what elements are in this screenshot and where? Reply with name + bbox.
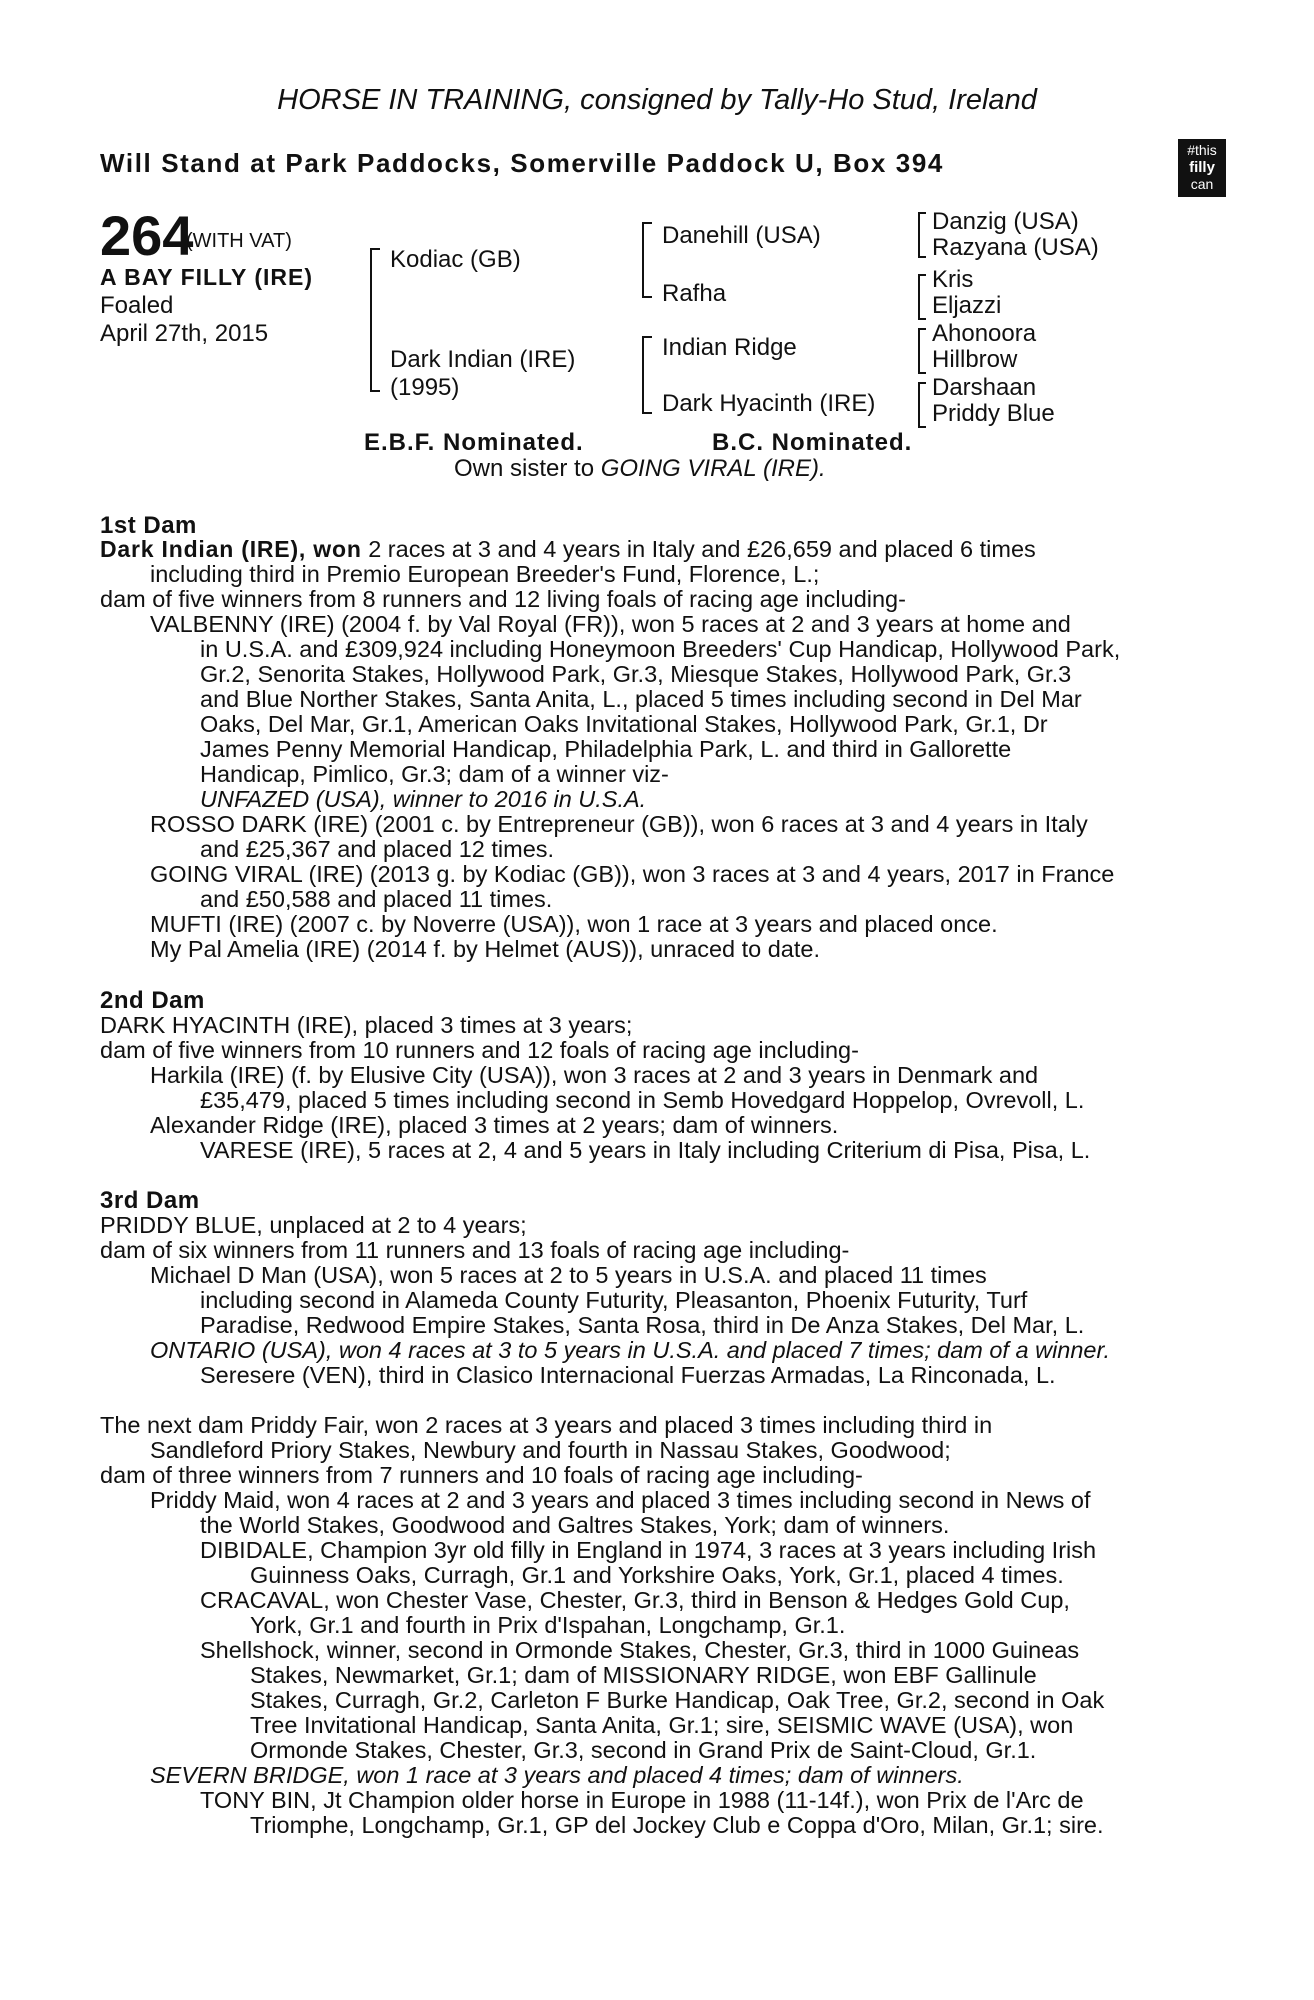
dam3-line: Seresere (VEN), third in Clasico Internacional Fuerzas Armadas, La Rinconada, L. bbox=[200, 1362, 1056, 1388]
pedigree-brace bbox=[642, 336, 652, 414]
next-dam-line: TONY BIN, Jt Champion older horse in Europe in 1988 (11-14f.), won Prix de l'Arc de bbox=[200, 1787, 1084, 1813]
dam2-line: DARK HYACINTH (IRE), placed 3 times at 3 years; bbox=[100, 1012, 633, 1038]
dam2-heading: 2nd Dam bbox=[100, 987, 205, 1014]
dam2-line: £35,479, placed 5 times including second in Semb Hovedgard Hoppelop, Ovrevoll, L. bbox=[200, 1087, 1085, 1113]
horse-name: A BAY FILLY (IRE) bbox=[100, 264, 313, 290]
pedigree-ddd: Priddy Blue bbox=[932, 400, 1055, 427]
pedigree-sire-dam: Rafha bbox=[662, 280, 727, 307]
dam3-heading: 3rd Dam bbox=[100, 1187, 200, 1214]
dam1-line: MUFTI (IRE) (2007 c. by Noverre (USA)), won 1 race at 3 years and placed once. bbox=[150, 911, 998, 937]
pedigree-brace bbox=[918, 274, 926, 320]
dam1-line: and £25,367 and placed 12 times. bbox=[200, 836, 555, 862]
pedigree-dam-sire: Indian Ridge bbox=[662, 334, 797, 361]
dam1-line: Dark Indian (IRE), won 2 races at 3 and 4 years in Italy and £26,659 and placed 6 times bbox=[100, 536, 1036, 562]
dam3-line: Michael D Man (USA), won 5 races at 2 to 5 years in U.S.A. and placed 11 times bbox=[150, 1262, 987, 1288]
vat-note: (WITH VAT) bbox=[186, 230, 292, 252]
dam1-line: Gr.2, Senorita Stakes, Hollywood Park, Gr.3, Miesque Stakes, Hollywood Park, Gr.3 bbox=[200, 661, 1072, 687]
next-dam-line: York, Gr.1 and fourth in Prix d'Ispahan, Longchamp, Gr.1. bbox=[250, 1612, 846, 1638]
pedigree-sire-sire: Danehill (USA) bbox=[662, 222, 821, 249]
badge-line: #this bbox=[1187, 142, 1217, 158]
dam1-line: Handicap, Pimlico, Gr.3; dam of a winner viz- bbox=[200, 761, 669, 787]
pedigree-dds: Darshaan bbox=[932, 374, 1037, 401]
foaled-label: Foaled bbox=[100, 292, 174, 319]
sister-note bbox=[454, 455, 826, 483]
pedigree-brace bbox=[642, 222, 652, 298]
dam1-line: in U.S.A. and £309,924 including Honeymoon Breeders' Cup Handicap, Hollywood Park, bbox=[200, 636, 1121, 662]
lot-number: 264 bbox=[100, 204, 194, 267]
pedigree-sds: Kris bbox=[932, 266, 974, 293]
next-dam-line: Tree Invitational Handicap, Santa Anita, Gr.1; sire, SEISMIC WAVE (USA), won bbox=[250, 1712, 1074, 1738]
ebf-nominated: E.B.F. Nominated. bbox=[364, 429, 584, 456]
pedigree-brace bbox=[918, 382, 926, 428]
dam3-line: dam of six winners from 11 runners and 13 foals of racing age including- bbox=[100, 1237, 850, 1263]
pedigree-sire: Kodiac (GB) bbox=[390, 246, 521, 273]
dam1-line: ROSSO DARK (IRE) (2001 c. by Entrepreneur (GB)), won 6 races at 3 and 4 years in Italy bbox=[150, 811, 1088, 837]
dam3-line: including second in Alameda County Futurity, Pleasanton, Phoenix Futurity, Turf bbox=[200, 1287, 1028, 1313]
pedigree-sdd: Eljazzi bbox=[932, 292, 1002, 319]
pedigree-brace bbox=[370, 248, 380, 392]
dam2-line: Alexander Ridge (IRE), placed 3 times at 2 years; dam of winners. bbox=[150, 1112, 839, 1138]
next-dam-line: CRACAVAL, won Chester Vase, Chester, Gr.3, third in Benson & Hedges Gold Cup, bbox=[200, 1587, 1070, 1613]
pedigree-dam: Dark Indian (IRE) bbox=[390, 346, 576, 373]
dam2-line: dam of five winners from 10 runners and 12 foals of racing age including- bbox=[100, 1037, 859, 1063]
next-dam-line: Triomphe, Longchamp, Gr.1, GP del Jockey Club e Coppa d'Oro, Milan, Gr.1; sire. bbox=[250, 1812, 1104, 1838]
next-dam-line: The next dam Priddy Fair, won 2 races at 3 years and placed 3 times including third in bbox=[100, 1412, 993, 1438]
pedigree-ssd: Razyana (USA) bbox=[932, 234, 1099, 261]
dam1-line: My Pal Amelia (IRE) (2014 f. by Helmet (AUS)), unraced to date. bbox=[150, 936, 821, 962]
dam1-line: VALBENNY (IRE) (2004 f. by Val Royal (FR)), won 5 races at 2 and 3 years at home and bbox=[150, 611, 1071, 637]
badge-line: can bbox=[1190, 176, 1214, 192]
pedigree-dam-dam: Dark Hyacinth (IRE) bbox=[662, 390, 876, 417]
stand-location: Will Stand at Park Paddocks, Somerville Paddock U, Box 394 bbox=[100, 148, 944, 178]
dam2-line: Harkila (IRE) (f. by Elusive City (USA)), won 3 races at 2 and 3 years in Denmark and bbox=[150, 1062, 1039, 1088]
next-dam-line: Ormonde Stakes, Chester, Gr.3, second in Grand Prix de Saint-Cloud, Gr.1. bbox=[250, 1737, 1037, 1763]
dam3-line: PRIDDY BLUE, unplaced at 2 to 4 years; bbox=[100, 1212, 527, 1238]
foaled-date: April 27th, 2015 bbox=[100, 320, 269, 347]
dam1-line: dam of five winners from 8 runners and 12 living foals of racing age including- bbox=[100, 586, 906, 612]
next-dam-line: Shellshock, winner, second in Ormonde Stakes, Chester, Gr.3, third in 1000 Guineas bbox=[200, 1637, 1080, 1663]
pedigree-sss: Danzig (USA) bbox=[932, 208, 1079, 235]
dam1-line: and Blue Norther Stakes, Santa Anita, L., placed 5 times including second in Del Mar bbox=[200, 686, 1082, 712]
next-dam-line: the World Stakes, Goodwood and Galtres Stakes, York; dam of winners. bbox=[200, 1512, 950, 1538]
dam1-line: GOING VIRAL (IRE) (2013 g. by Kodiac (GB)), won 3 races at 3 and 4 years, 2017 in France bbox=[150, 861, 1115, 887]
pedigree-dss: Ahonoora bbox=[932, 320, 1037, 347]
pedigree-dsd: Hillbrow bbox=[932, 346, 1018, 373]
pedigree-brace bbox=[918, 328, 926, 374]
dam1-name: Dark Indian (IRE), won bbox=[100, 536, 362, 562]
next-dam-line: Stakes, Curragh, Gr.2, Carleton F Burke Handicap, Oak Tree, Gr.2, second in Oak bbox=[250, 1687, 1105, 1713]
badge-line: filly bbox=[1189, 159, 1215, 176]
dam1-line: UNFAZED (USA), winner to 2016 in U.S.A. bbox=[200, 786, 647, 812]
dam1-line: James Penny Memorial Handicap, Philadelphia Park, L. and third in Gallorette bbox=[200, 736, 1012, 762]
next-dam-line: Priddy Maid, won 4 races at 2 and 3 years and placed 3 times including second in News of bbox=[150, 1487, 1091, 1513]
next-dam-line: Guinness Oaks, Curragh, Gr.1 and Yorkshire Oaks, York, Gr.1, placed 4 times. bbox=[250, 1562, 1064, 1588]
next-dam-line: SEVERN BRIDGE, won 1 race at 3 years and placed 4 times; dam of winners. bbox=[150, 1762, 964, 1788]
pedigree-dam-year: (1995) bbox=[390, 374, 460, 401]
next-dam-line: Sandleford Priory Stakes, Newbury and fourth in Nassau Stakes, Goodwood; bbox=[150, 1437, 951, 1463]
dam1-heading: 1st Dam bbox=[100, 512, 197, 539]
next-dam-line: dam of three winners from 7 runners and 10 foals of racing age including- bbox=[100, 1462, 863, 1488]
sister-prefix: Own sister to bbox=[454, 455, 601, 482]
bc-nominated: B.C. Nominated. bbox=[712, 429, 913, 456]
dam1-line: and £50,588 and placed 11 times. bbox=[200, 886, 553, 912]
dam1-line: including third in Premio European Breeder's Fund, Florence, L.; bbox=[150, 561, 820, 587]
sister-name: GOING VIRAL (IRE). bbox=[600, 455, 826, 482]
dam3-line: ONTARIO (USA), won 4 races at 3 to 5 years in U.S.A. and placed 7 times; dam of a winner. bbox=[150, 1337, 1110, 1363]
dam2-line: VARESE (IRE), 5 races at 2, 4 and 5 years in Italy including Criterium di Pisa, Pisa, L. bbox=[200, 1137, 1091, 1163]
next-dam-line: DIBIDALE, Champion 3yr old filly in England in 1974, 3 races at 3 years including Irish bbox=[200, 1537, 1097, 1563]
catalogue-title: HORSE IN TRAINING, consigned by Tally-Ho Stud, Ireland bbox=[277, 84, 1037, 116]
pedigree-brace bbox=[918, 212, 926, 258]
dam3-line: Paradise, Redwood Empire Stakes, Santa Rosa, third in De Anza Stakes, Del Mar, L. bbox=[200, 1312, 1085, 1338]
next-dam-line: Stakes, Newmarket, Gr.1; dam of MISSIONARY RIDGE, won EBF Gallinule bbox=[250, 1662, 1037, 1688]
dam1-line: Oaks, Del Mar, Gr.1, American Oaks Invitational Stakes, Hollywood Park, Gr.1, Dr bbox=[200, 711, 1048, 737]
this-filly-can-logo bbox=[1178, 139, 1226, 197]
